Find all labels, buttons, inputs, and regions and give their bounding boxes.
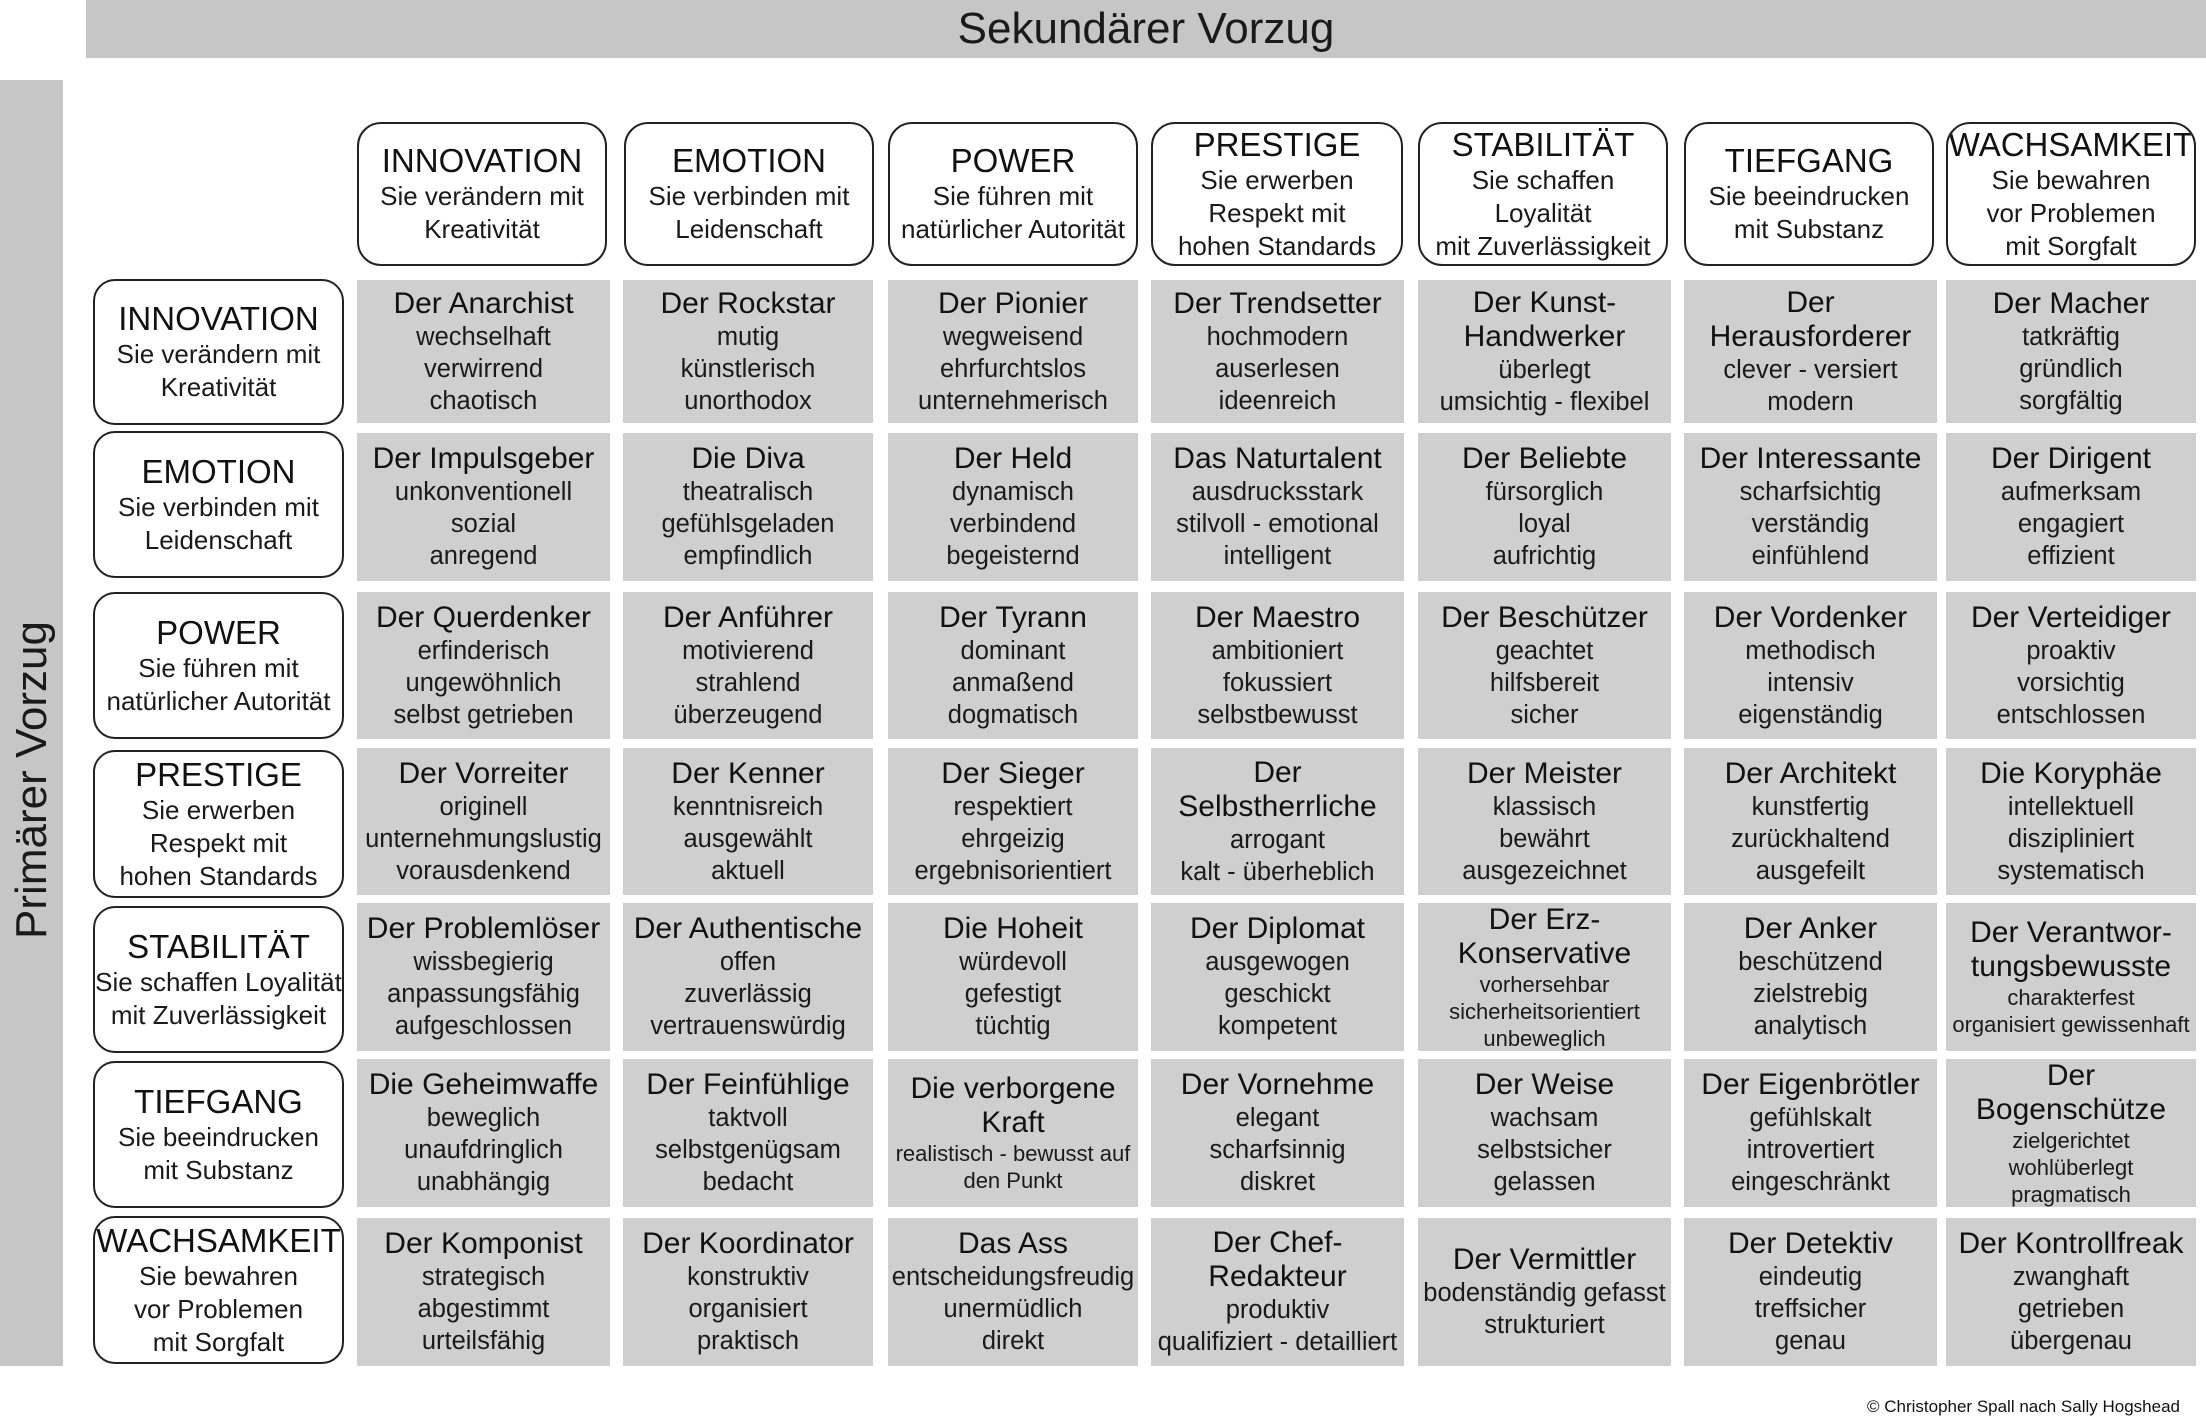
archetype-name: Der Eigenbrötler [1701,1068,1920,1101]
archetype-traits: scharfsichtig verständig einfühlend [1739,478,1882,570]
archetype-name: Das Naturtalent [1173,442,1382,475]
archetype-name: Der Verantwor- tungsbewusste [1970,916,2172,983]
archetype-traits: wechselhaft verwirrend chaotisch [416,322,551,415]
archetype-name: Der Macher [1992,286,2150,320]
row-header-description: Sie schaffen Loyalität mit Zuverlässigkeit [95,966,342,1030]
column-header-description: Sie erwerben Respekt mit hohen Standards [1177,164,1377,261]
archetype-cell-emotion-emotion [623,433,873,581]
archetype-name: Der Bogenschütze [1975,1059,2167,1126]
archetype-name: Der Chef- Redakteur [1208,1226,1347,1293]
archetype-traits: bodenständig gefasst strukturiert [1423,1279,1666,1339]
archetype-cell-wachsamkeit-stabilitaet [1418,1218,1671,1366]
archetype-cell-tiefgang-wachsamkeit [1946,1059,2196,1207]
archetype-traits: beschützend zielstrebig analytisch [1738,948,1883,1040]
archetype-traits: clever - versiert modern [1723,355,1898,416]
archetype-traits: theatralisch gefühlsgeladen empfindlich [661,478,835,570]
column-header-power [888,122,1138,266]
column-header-title: PRESTIGE [1193,125,1361,163]
row-header-title: WACHSAMKEIT [96,1221,341,1259]
archetype-name: Der Trendsetter [1173,286,1382,320]
archetype-cell-power-stabilitaet [1418,592,1671,739]
row-header-description: Sie bewahren vor Problemen mit Sorgfalt [133,1260,304,1357]
archetype-name: Der Beliebte [1461,442,1628,475]
row-header-description: Sie verändern mit Kreativität [116,339,321,402]
archetype-cell-wachsamkeit-emotion [623,1218,873,1366]
archetype-traits: tatkräftig gründlich sorgfältig [2019,322,2123,415]
archetype-traits: eindeutig treffsicher genau [1754,1263,1867,1355]
column-header-description: Sie verbinden mit Leidenschaft [648,181,850,244]
archetype-traits: kunstfertig zurückhaltend ausgefeilt [1731,792,1890,885]
archetype-traits: gefühlskalt introvertiert eingeschränkt [1731,1104,1890,1196]
archetype-cell-emotion-stabilitaet [1418,433,1671,581]
archetype-cell-power-tiefgang [1684,592,1937,739]
archetype-cell-stabilitaet-tiefgang [1684,903,1937,1051]
row-header-description: Sie erwerben Respekt mit hohen Standards [119,794,318,891]
archetype-name: Der Vermittler [1452,1243,1637,1276]
header-title: Sekundärer Vorzug [957,4,1335,53]
archetype-traits: wegweisend ehrfurchtslos unternehmerisch [918,322,1108,415]
column-header-title: STABILITÄT [1451,125,1635,163]
copyright-note: © Christopher Spall nach Sally Hogshead [1866,1397,2180,1416]
archetype-traits: aufmerksam engagiert effizient [2000,478,2142,570]
column-header-description: Sie verändern mit Kreativität [380,181,584,244]
archetype-name: Der Meister [1466,756,1623,790]
archetype-cell-stabilitaet-innovation [357,903,610,1051]
archetype-cell-stabilitaet-stabilitaet [1418,903,1671,1051]
archetype-traits: hochmodern auserlesen ideenreich [1206,322,1349,415]
column-header-title: POWER [950,142,1076,179]
column-header-title: WACHSAMKEIT [1948,125,2194,163]
row-header-title: TIEFGANG [134,1082,303,1120]
row-header-description: Sie beeindrucken mit Substanz [118,1121,319,1185]
archetype-name: Der Interessante [1699,442,1922,475]
archetype-name: Der Anführer [662,600,834,634]
archetype-traits: proaktiv vorsichtig entschlossen [1996,636,2146,729]
archetype-traits: methodisch intensiv eigenständig [1738,636,1883,729]
column-header-description: Sie beeindrucken mit Substanz [1708,181,1910,244]
archetype-traits: intellektuell diszipliniert systematisch [1997,792,2145,885]
archetype-traits: wissbegierig anpassungsfähig aufgeschlossen [387,948,580,1040]
archetype-name: Der Held [953,442,1073,475]
archetype-cell-emotion-tiefgang [1684,433,1937,581]
archetype-traits: arrogant kalt - überheblich [1180,825,1375,886]
archetype-name: Der Kunst- Handwerker [1463,285,1626,353]
archetype-name: Der Sieger [941,756,1085,790]
archetype-traits: entscheidungsfreudig unermüdlich direkt [891,1263,1135,1355]
archetype-cell-prestige-wachsamkeit [1946,748,2196,895]
archetype-traits: dynamisch verbindend begeisternd [946,478,1080,570]
archetype-name: Die Koryphäe [1980,756,2162,790]
archetype-cell-wachsamkeit-innovation [357,1218,610,1366]
archetype-name: Der Kontrollfreak [1958,1227,2184,1260]
archetype-name: Der Dirigent [1990,442,2152,475]
archetype-cell-innovation-wachsamkeit [1946,280,2196,423]
row-header-title: STABILITÄT [127,927,310,965]
archetype-cell-tiefgang-tiefgang [1684,1059,1937,1207]
row-header-title: POWER [156,613,281,651]
archetype-name: Der Authentische [633,912,863,945]
archetype-cell-prestige-innovation [357,748,610,895]
archetype-cell-emotion-wachsamkeit [1946,433,2196,581]
archetype-cell-power-prestige [1151,592,1404,739]
secondary-preference-header [86,0,2206,58]
archetype-name: Das Ass [957,1227,1069,1260]
archetype-name: Der Querdenker [375,600,592,634]
archetype-cell-power-emotion [623,592,873,739]
archetype-name: Der Problemlöser [366,912,601,945]
column-header-prestige [1151,122,1403,266]
archetype-cell-power-power [888,592,1138,739]
archetype-name: Der Beschützer [1441,600,1648,634]
archetype-name: Der Maestro [1194,600,1361,634]
archetype-cell-stabilitaet-prestige [1151,903,1404,1051]
archetype-cell-emotion-prestige [1151,433,1404,581]
archetype-traits: elegant scharfsinnig diskret [1209,1104,1346,1196]
row-header-description: Sie verbinden mit Leidenschaft [118,491,319,555]
archetype-name: Der Tyrann [939,600,1087,634]
archetype-name: Der Verteidiger [1970,600,2172,634]
archetype-name: Der Vornehme [1180,1068,1375,1101]
row-header-tiefgang [93,1061,344,1208]
archetype-cell-wachsamkeit-prestige [1151,1218,1404,1366]
archetype-traits: würdevoll gefestigt tüchtig [959,948,1067,1040]
archetype-cell-innovation-power [888,280,1138,423]
archetype-name: Die Hoheit [942,912,1084,945]
archetype-cell-prestige-stabilitaet [1418,748,1671,895]
row-header-title: PRESTIGE [135,755,302,793]
archetype-traits: zwanghaft getrieben übergenau [2010,1263,2132,1355]
row-header-description: Sie führen mit natürlicher Autorität [106,652,331,716]
column-header-tiefgang [1684,122,1934,266]
archetype-name: Der Koordinator [642,1227,854,1260]
archetype-traits: überlegt umsichtig - flexibel [1439,355,1650,416]
archetype-traits: motivierend strahlend überzeugend [673,636,823,729]
archetype-traits: zielgerichtet wohlüberlegt pragmatisch [2008,1127,2134,1207]
archetype-traits: offen zuverlässig vertrauenswürdig [650,948,846,1040]
archetype-name: Der Rockstar [660,286,836,320]
archetype-cell-prestige-tiefgang [1684,748,1937,895]
archetype-traits: kenntnisreich ausgewählt aktuell [672,792,824,885]
archetype-traits: charakterfest organisiert gewissenhaft [1952,985,2190,1037]
archetype-traits: klassisch bewährt ausgezeichnet [1462,792,1627,885]
archetype-cell-stabilitaet-emotion [623,903,873,1051]
archetype-cell-prestige-power [888,748,1138,895]
archetype-name: Der Herausforderer [1709,285,1912,353]
archetype-traits: wachsam selbstsicher gelassen [1477,1104,1612,1196]
archetype-traits: dominant anmaßend dogmatisch [947,636,1079,729]
row-header-innovation [93,279,344,425]
column-header-title: EMOTION [672,142,826,179]
column-header-description: Sie schaffen Loyalität mit Zuverlässigkeit [1435,164,1651,261]
archetype-cell-innovation-innovation [357,280,610,423]
archetype-name: Der Erz- Konservative [1457,903,1632,970]
column-header-description: Sie führen mit natürlicher Autorität [900,181,1125,244]
column-header-description: Sie bewahren vor Problemen mit Sorgfalt [1986,164,2156,261]
archetype-name: Der Detektiv [1727,1227,1894,1260]
archetype-cell-tiefgang-stabilitaet [1418,1059,1671,1207]
column-header-title: INNOVATION [381,142,583,179]
column-header-title: TIEFGANG [1724,142,1894,179]
archetype-cell-power-wachsamkeit [1946,592,2196,739]
primary-preference-sidebar [0,80,63,1366]
archetype-cell-innovation-tiefgang [1684,280,1937,423]
column-header-wachsamkeit [1946,122,2196,266]
row-header-prestige [93,750,344,898]
archetype-traits: ambitioniert fokussiert selbstbewusst [1197,636,1358,729]
archetype-cell-innovation-prestige [1151,280,1404,423]
row-header-title: EMOTION [141,452,296,490]
archetype-name: Der Diplomat [1189,912,1366,945]
archetype-cell-tiefgang-power [888,1059,1138,1207]
archetype-cell-innovation-emotion [623,280,873,423]
row-header-stabilitaet [93,906,344,1053]
archetype-name: Der Anker [1743,912,1878,945]
archetype-traits: ausdrucksstark stilvoll - emotional intelligent [1176,478,1379,570]
archetype-traits: originell unternehmungslustig vorausdenkend [365,792,602,885]
archetype-traits: vorhersehbar sicherheitsorientiert unbeweglich [1449,971,1640,1051]
archetype-cell-prestige-emotion [623,748,873,895]
row-header-emotion [93,431,344,578]
archetype-cell-emotion-power [888,433,1138,581]
archetype-traits: respektiert ehrgeizig ergebnisorientiert [914,792,1112,885]
archetype-traits: mutig künstlerisch unorthodox [680,322,816,415]
archetype-name: Der Vordenker [1713,600,1908,634]
archetype-traits: taktvoll selbstgenügsam bedacht [655,1104,841,1196]
archetype-name: Die verborgene Kraft [910,1072,1116,1139]
archetype-name: Der Anarchist [393,286,574,320]
row-header-wachsamkeit [93,1216,344,1364]
archetype-traits: strategisch abgestimmt urteilsfähig [417,1263,550,1355]
archetype-traits: realistisch - bewusst auf den Punkt [895,1141,1131,1193]
archetype-name: Der Selbstherrliche [1178,755,1377,823]
archetype-traits: unkonventionell sozial anregend [394,478,573,570]
archetype-name: Der Weise [1474,1068,1615,1101]
archetype-name: Der Impulsgeber [372,442,595,475]
archetype-cell-wachsamkeit-tiefgang [1684,1218,1937,1366]
archetype-cell-stabilitaet-power [888,903,1138,1051]
archetype-name: Der Pionier [937,286,1089,320]
archetype-cell-emotion-innovation [357,433,610,581]
column-header-emotion [624,122,874,266]
archetype-cell-innovation-stabilitaet [1418,280,1671,423]
archetype-name: Der Vorreiter [398,756,569,790]
archetype-name: Der Kenner [671,756,825,790]
row-header-title: INNOVATION [118,300,319,337]
archetype-name: Der Architekt [1724,756,1897,790]
archetype-traits: ausgewogen geschickt kompetent [1205,948,1350,1040]
archetype-traits: geachtet hilfsbereit sicher [1489,636,1600,729]
archetype-traits: fürsorglich loyal aufrichtig [1485,478,1604,570]
archetype-cell-power-innovation [357,592,610,739]
archetype-cell-tiefgang-emotion [623,1059,873,1207]
archetype-cell-prestige-prestige [1151,748,1404,895]
archetype-cell-tiefgang-prestige [1151,1059,1404,1207]
archetype-name: Der Feinfühlige [646,1068,850,1101]
archetype-cell-stabilitaet-wachsamkeit [1946,903,2196,1051]
row-header-power [93,592,344,739]
archetype-traits: konstruktiv organisiert praktisch [687,1263,809,1355]
column-header-stabilitaet [1418,122,1668,266]
archetype-cell-wachsamkeit-wachsamkeit [1946,1218,2196,1366]
archetype-cell-tiefgang-innovation [357,1059,610,1207]
column-header-innovation [357,122,607,266]
archetype-name: Die Geheimwaffe [368,1068,599,1101]
archetype-traits: beweglich unaufdringlich unabhängig [404,1104,563,1196]
archetype-name: Die Diva [691,442,805,475]
archetype-cell-wachsamkeit-power [888,1218,1138,1366]
archetype-traits: produktiv qualifiziert - detailliert [1157,1296,1398,1356]
archetype-traits: erfinderisch ungewöhnlich selbst getrieben [393,636,574,729]
archetype-name: Der Komponist [384,1227,583,1260]
sidebar-label: Primärer Vorzug [7,621,56,939]
